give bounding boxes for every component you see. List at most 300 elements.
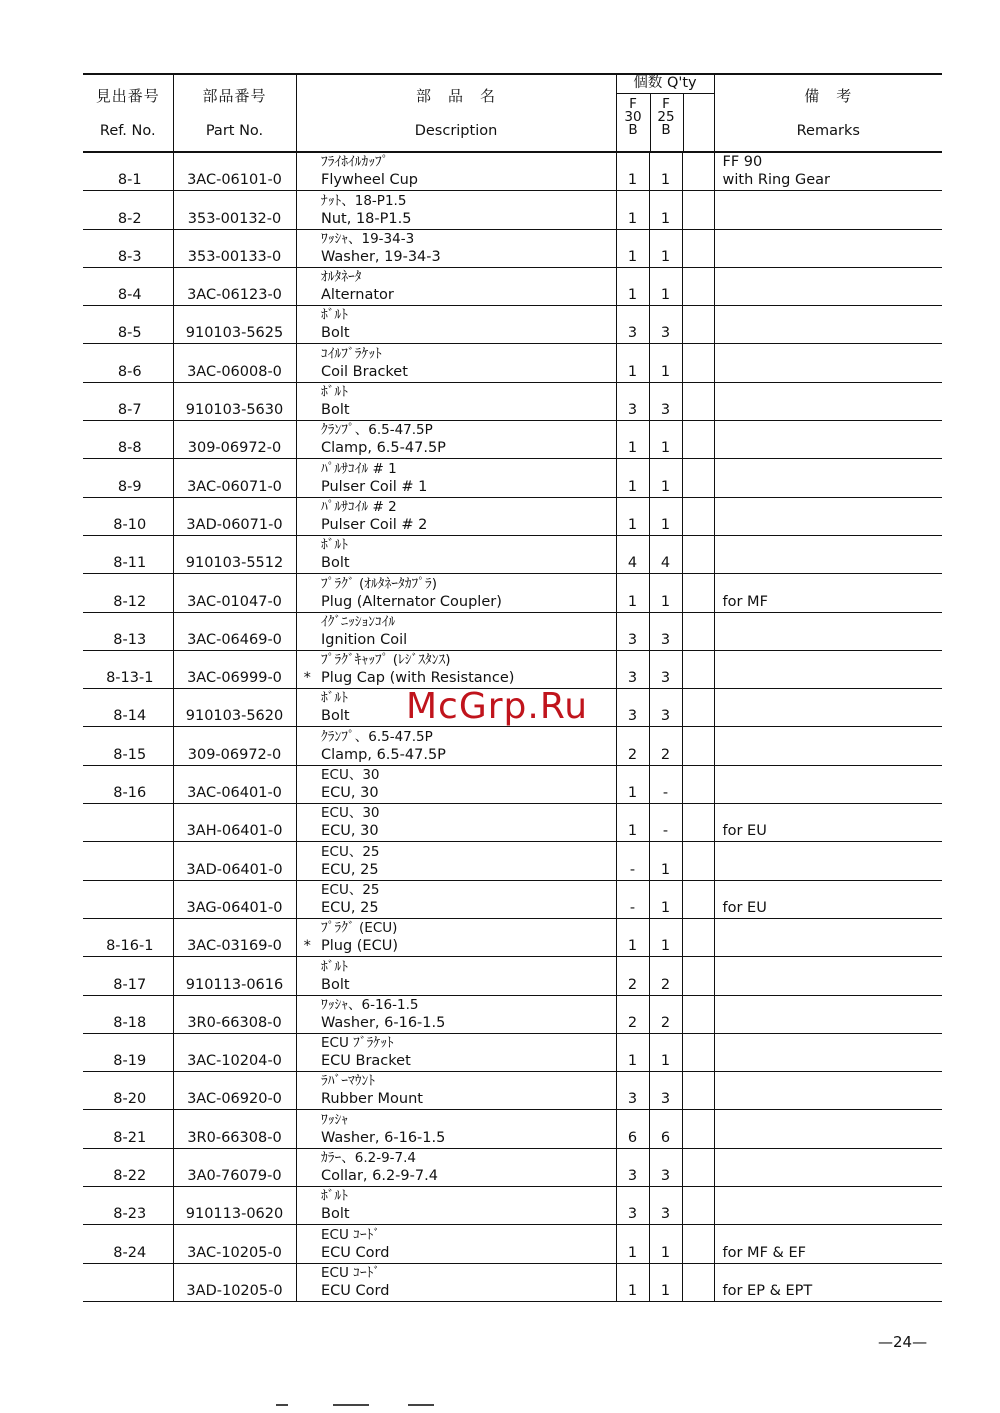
table-row [83, 1187, 942, 1225]
cell-description [318, 957, 616, 995]
cell-description [318, 267, 616, 305]
description-ja: ｺｲﾙﾌﾞﾗｹｯﾄ [321, 345, 382, 362]
cell-remarks [714, 612, 942, 650]
cell-remarks [714, 344, 942, 382]
description-ja: ｸﾗﾝﾌﾟ、6.5-47.5P [321, 728, 433, 745]
cell-qty-f25b: 1 [649, 152, 682, 191]
cell-ref: 8-16 [83, 765, 173, 803]
cell-remarks [714, 880, 942, 918]
header-desc [296, 73, 616, 152]
cell-qty-blank [682, 957, 714, 995]
cell-remarks [714, 842, 942, 880]
cell-qty-blank [682, 1148, 714, 1186]
remarks-line-2: for EU [722, 899, 767, 916]
cell-qty-blank [682, 152, 714, 191]
cell-description [318, 229, 616, 267]
table-row [83, 995, 942, 1033]
cell-qty-f30b: 1 [616, 918, 649, 956]
cell-qty-f30b: 6 [616, 1110, 649, 1148]
cell-remarks [714, 727, 942, 765]
scan-mark [276, 1404, 288, 1406]
cell-part-no: 910113-0616 [173, 957, 296, 995]
cell-qty-f30b: 4 [616, 535, 649, 573]
description-ja: ﾎﾞﾙﾄ [321, 307, 348, 324]
description-en: ECU, 25 [321, 899, 379, 916]
remarks-line-2: for EP & EPT [722, 1282, 813, 1299]
description-en: Pulser Coil # 2 [321, 516, 428, 533]
description-ja: ｸﾗﾝﾌﾟ、6.5-47.5P [321, 422, 433, 439]
cell-mark [296, 1072, 318, 1110]
table-row [83, 957, 942, 995]
table-row [83, 612, 942, 650]
cell-qty-f25b: 1 [649, 421, 682, 459]
description-ja: ECU、25 [321, 881, 380, 898]
cell-part-no: 910113-0620 [173, 1187, 296, 1225]
header-qty-title: 個数 Q'ty [617, 73, 714, 94]
cell-qty-f30b: 1 [616, 1033, 649, 1071]
description-en: Coil Bracket [321, 363, 408, 380]
cell-description [318, 1110, 616, 1148]
cell-description [318, 1187, 616, 1225]
cell-qty-blank [682, 306, 714, 344]
description-en: ECU, 25 [321, 861, 379, 878]
cell-description [318, 191, 616, 229]
description-ja: ﾗﾊﾞｰﾏｳﾝﾄ [321, 1073, 375, 1090]
header-desc-ja: 部 品 名 [415, 87, 496, 105]
description-ja: ﾎﾞﾙﾄ [321, 537, 348, 554]
cell-qty-f30b: 3 [616, 689, 649, 727]
cell-qty-f25b: 1 [649, 267, 682, 305]
cell-remarks [714, 995, 942, 1033]
table-header-row [83, 73, 942, 152]
cell-ref: 8-15 [83, 727, 173, 765]
cell-qty-blank [682, 421, 714, 459]
description-en: ECU, 30 [321, 785, 379, 802]
cell-ref: 8-5 [83, 306, 173, 344]
description-ja: ｶﾗｰ、6.2-9-7.4 [321, 1150, 417, 1167]
cell-remarks [714, 650, 942, 688]
cell-mark [296, 535, 318, 573]
cell-mark [296, 152, 318, 191]
header-ref [83, 73, 173, 152]
cell-qty-blank [682, 765, 714, 803]
cell-remarks [714, 1187, 942, 1225]
description-en: Bolt [321, 402, 350, 419]
cell-qty-f25b: 6 [649, 1110, 682, 1148]
cell-remarks [714, 459, 942, 497]
cell-qty-f25b: 1 [649, 918, 682, 956]
description-en: ECU Bracket [321, 1053, 411, 1070]
description-en: Washer, 19-34-3 [321, 248, 441, 265]
description-ja: ｵﾙﾀﾈｰﾀ [321, 269, 362, 286]
cell-mark [296, 995, 318, 1033]
cell-part-no: 3AC-06123-0 [173, 267, 296, 305]
cell-qty-f30b: 1 [616, 421, 649, 459]
cell-mark [296, 574, 318, 612]
cell-remarks [714, 229, 942, 267]
description-ja: ﾊﾟﾙｻｺｲﾙ # 2 [321, 498, 397, 515]
cell-qty-blank [682, 1225, 714, 1263]
cell-qty-f30b: 3 [616, 382, 649, 420]
cell-qty-f25b: 3 [649, 306, 682, 344]
cell-description [318, 804, 616, 842]
cell-part-no: 3AD-06401-0 [173, 842, 296, 880]
header-qty-f25b: F 25 B [650, 94, 684, 151]
cell-qty-blank [682, 612, 714, 650]
description-ja: ﾜｯｼｬ [321, 1111, 348, 1128]
cell-mark [296, 880, 318, 918]
cell-qty-f25b: 1 [649, 574, 682, 612]
cell-qty-f30b: - [616, 880, 649, 918]
cell-qty-blank [682, 191, 714, 229]
cell-remarks [714, 1110, 942, 1148]
cell-qty-f25b: 1 [649, 842, 682, 880]
cell-qty-f25b: 2 [649, 727, 682, 765]
cell-qty-blank [682, 689, 714, 727]
cell-mark [296, 382, 318, 420]
table-row [83, 765, 942, 803]
remarks-line-2: with Ring Gear [722, 172, 830, 189]
cell-part-no: 3AG-06401-0 [173, 880, 296, 918]
cell-qty-blank [682, 727, 714, 765]
cell-ref [83, 880, 173, 918]
header-qty-f30b: F 30 B [617, 94, 651, 151]
header-remarks-en: Remarks [796, 123, 860, 139]
table-row [83, 1225, 942, 1263]
cell-qty-f30b: 3 [616, 1187, 649, 1225]
table-row [83, 880, 942, 918]
cell-qty-f25b: 3 [649, 689, 682, 727]
cell-ref: 8-8 [83, 421, 173, 459]
description-ja: ﾌﾟﾗｸﾞ (ｵﾙﾀﾈｰﾀｶﾌﾟﾗ) [321, 575, 438, 592]
cell-qty-f25b: 1 [649, 1033, 682, 1071]
scan-mark [333, 1404, 369, 1406]
description-en: Clamp, 6.5-47.5P [321, 440, 446, 457]
cell-part-no: 3AC-06071-0 [173, 459, 296, 497]
cell-mark [296, 421, 318, 459]
cell-remarks [714, 267, 942, 305]
cell-part-no: 309-06972-0 [173, 727, 296, 765]
cell-remarks [714, 1263, 942, 1301]
cell-ref: 8-21 [83, 1110, 173, 1148]
cell-mark [296, 689, 318, 727]
description-en: Collar, 6.2-9-7.4 [321, 1168, 438, 1185]
cell-part-no: 3AC-06101-0 [173, 152, 296, 191]
cell-mark [296, 842, 318, 880]
header-remarks [714, 73, 942, 152]
cell-part-no: 3AC-06469-0 [173, 612, 296, 650]
cell-ref [83, 804, 173, 842]
cell-ref: 8-7 [83, 382, 173, 420]
cell-description [318, 1033, 616, 1071]
cell-qty-f30b: 3 [616, 1072, 649, 1110]
table-row [83, 191, 942, 229]
cell-ref: 8-14 [83, 689, 173, 727]
cell-part-no: 3AC-06008-0 [173, 344, 296, 382]
description-en: ECU Cord [321, 1244, 390, 1261]
cell-qty-f25b: 3 [649, 382, 682, 420]
cell-ref: 8-1 [83, 152, 173, 191]
header-ref-en: Ref. No. [99, 123, 156, 139]
cell-description [318, 382, 616, 420]
remarks-line-2: for MF [722, 593, 768, 610]
cell-ref: 8-20 [83, 1072, 173, 1110]
description-en: Bolt [321, 976, 350, 993]
cell-qty-f30b: 2 [616, 727, 649, 765]
cell-ref: 8-13-1 [83, 650, 173, 688]
description-ja: ECU ﾌﾞﾗｹｯﾄ [321, 1035, 394, 1052]
header-desc-en: Description [414, 123, 498, 139]
cell-part-no: 3AC-10204-0 [173, 1033, 296, 1071]
cell-part-no: 3AH-06401-0 [173, 804, 296, 842]
cell-ref: 8-11 [83, 535, 173, 573]
description-en: Washer, 6-16-1.5 [321, 1129, 446, 1146]
remarks-line-1: FF 90 [722, 154, 763, 171]
table-row [83, 267, 942, 305]
cell-ref [83, 1263, 173, 1301]
cell-remarks [714, 191, 942, 229]
cell-qty-f25b: 1 [649, 1225, 682, 1263]
remarks-line-2: for EU [722, 823, 767, 840]
table-row [83, 1072, 942, 1110]
cell-qty-blank [682, 1072, 714, 1110]
cell-description [318, 918, 616, 956]
cell-remarks [714, 689, 942, 727]
description-ja: ﾎﾞﾙﾄ [321, 690, 348, 707]
cell-mark [296, 1110, 318, 1148]
description-en: Clamp, 6.5-47.5P [321, 746, 446, 763]
cell-mark [296, 1225, 318, 1263]
cell-qty-blank [682, 497, 714, 535]
cell-qty-f30b: 1 [616, 229, 649, 267]
cell-qty-blank [682, 995, 714, 1033]
cell-remarks [714, 1148, 942, 1186]
cell-qty-f25b: - [649, 765, 682, 803]
table-row [83, 152, 942, 191]
cell-remarks [714, 535, 942, 573]
description-ja: ﾎﾞﾙﾄ [321, 1188, 348, 1205]
description-en: Rubber Mount [321, 1091, 423, 1108]
description-en: Washer, 6-16-1.5 [321, 1014, 446, 1031]
cell-qty-blank [682, 267, 714, 305]
cell-qty-blank [682, 1187, 714, 1225]
description-ja: ﾌﾗｲﾎｲﾙｶｯﾌﾟ [321, 154, 389, 171]
cell-description [318, 612, 616, 650]
cell-ref [83, 842, 173, 880]
header-part-en: Part No. [205, 123, 264, 139]
scan-mark [408, 1404, 434, 1406]
cell-remarks [714, 957, 942, 995]
description-ja: ﾜｯｼｬ、19-34-3 [321, 230, 415, 247]
cell-ref: 8-9 [83, 459, 173, 497]
cell-description [318, 306, 616, 344]
cell-ref: 8-18 [83, 995, 173, 1033]
cell-description [318, 421, 616, 459]
cell-qty-f30b: 3 [616, 650, 649, 688]
cell-qty-f30b: 1 [616, 459, 649, 497]
table-row [83, 497, 942, 535]
cell-qty-f30b: 1 [616, 1263, 649, 1301]
cell-qty-f25b: 1 [649, 191, 682, 229]
cell-ref: 8-23 [83, 1187, 173, 1225]
table-row [83, 727, 942, 765]
cell-ref: 8-24 [83, 1225, 173, 1263]
cell-qty-blank [682, 535, 714, 573]
description-ja: ECU ｺｰﾄﾞ [321, 1264, 381, 1281]
table-row [83, 1110, 942, 1148]
cell-mark: * [296, 650, 318, 688]
cell-qty-f30b: 1 [616, 765, 649, 803]
table-row [83, 535, 942, 573]
cell-description [318, 152, 616, 191]
cell-remarks [714, 382, 942, 420]
cell-part-no: 353-00132-0 [173, 191, 296, 229]
description-ja: ﾎﾞﾙﾄ [321, 958, 348, 975]
cell-part-no: 910103-5512 [173, 535, 296, 573]
cell-part-no: 353-00133-0 [173, 229, 296, 267]
cell-mark: * [296, 918, 318, 956]
cell-mark [296, 957, 318, 995]
cell-qty-f25b: 1 [649, 880, 682, 918]
description-en: Bolt [321, 555, 350, 572]
cell-qty-f30b: 1 [616, 191, 649, 229]
cell-mark [296, 344, 318, 382]
cell-description [318, 1263, 616, 1301]
table-row [83, 574, 942, 612]
cell-qty-f30b: 3 [616, 306, 649, 344]
cell-description [318, 650, 616, 688]
description-en: Alternator [321, 287, 394, 304]
table-row [83, 1148, 942, 1186]
cell-part-no: 3R0-66308-0 [173, 1110, 296, 1148]
table-row [83, 650, 942, 688]
cell-part-no: 910103-5630 [173, 382, 296, 420]
cell-qty-blank [682, 574, 714, 612]
cell-ref: 8-19 [83, 1033, 173, 1071]
cell-mark [296, 229, 318, 267]
cell-ref: 8-22 [83, 1148, 173, 1186]
table-row [83, 306, 942, 344]
cell-remarks [714, 152, 942, 191]
cell-mark [296, 1187, 318, 1225]
cell-part-no: 3AC-10205-0 [173, 1225, 296, 1263]
cell-description [318, 497, 616, 535]
table-row [83, 229, 942, 267]
cell-qty-f30b: 2 [616, 995, 649, 1033]
description-ja: ECU、25 [321, 843, 380, 860]
description-ja: ﾌﾟﾗｸﾞｷｬｯﾌﾟ (ﾚｼﾞｽﾀﾝｽ) [321, 652, 451, 669]
cell-qty-blank [682, 344, 714, 382]
cell-remarks [714, 918, 942, 956]
table-row [83, 1263, 942, 1301]
watermark: McGrp.Ru [406, 686, 589, 727]
cell-remarks [714, 421, 942, 459]
cell-qty-f25b: 3 [649, 1072, 682, 1110]
cell-qty-f25b: 2 [649, 995, 682, 1033]
cell-remarks [714, 306, 942, 344]
description-ja: ｲｸﾞﾆｯｼｮﾝｺｲﾙ [321, 613, 396, 630]
cell-qty-blank [682, 459, 714, 497]
table-row [83, 344, 942, 382]
cell-mark [296, 1148, 318, 1186]
cell-ref: 8-17 [83, 957, 173, 995]
cell-ref: 8-3 [83, 229, 173, 267]
description-ja: ﾊﾟﾙｻｺｲﾙ # 1 [321, 460, 397, 477]
cell-mark [296, 612, 318, 650]
cell-qty-f25b: 1 [649, 459, 682, 497]
cell-ref: 8-12 [83, 574, 173, 612]
cell-part-no: 3AD-10205-0 [173, 1263, 296, 1301]
cell-qty-f25b: 4 [649, 535, 682, 573]
cell-description [318, 459, 616, 497]
cell-qty-f25b: 1 [649, 1263, 682, 1301]
cell-mark [296, 727, 318, 765]
cell-qty-f30b: - [616, 842, 649, 880]
description-ja: ﾎﾞﾙﾄ [321, 384, 348, 401]
cell-part-no: 3R0-66308-0 [173, 995, 296, 1033]
cell-remarks [714, 804, 942, 842]
cell-description [318, 1072, 616, 1110]
cell-part-no: 3AC-01047-0 [173, 574, 296, 612]
cell-part-no: 3AC-03169-0 [173, 918, 296, 956]
cell-part-no: 910103-5620 [173, 689, 296, 727]
description-en: Bolt [321, 325, 350, 342]
cell-qty-blank [682, 918, 714, 956]
cell-qty-f25b: 3 [649, 1187, 682, 1225]
cell-ref: 8-4 [83, 267, 173, 305]
cell-qty-f25b: - [649, 804, 682, 842]
header-remarks-ja: 備 考 [804, 87, 853, 105]
description-ja: ﾌﾟﾗｸﾞ (ECU) [321, 920, 398, 937]
description-en: Ignition Coil [321, 631, 408, 648]
cell-ref: 8-10 [83, 497, 173, 535]
cell-part-no: 3AC-06401-0 [173, 765, 296, 803]
description-en: ECU, 30 [321, 823, 379, 840]
cell-qty-f25b: 3 [649, 1148, 682, 1186]
cell-mark [296, 306, 318, 344]
cell-qty-f30b: 1 [616, 1225, 649, 1263]
cell-part-no: 3AC-06920-0 [173, 1072, 296, 1110]
cell-qty-f25b: 1 [649, 344, 682, 382]
cell-qty-f30b: 1 [616, 267, 649, 305]
remarks-line-2: for MF & EF [722, 1244, 806, 1261]
cell-qty-f30b: 1 [616, 344, 649, 382]
cell-part-no: 3A0-76079-0 [173, 1148, 296, 1186]
cell-ref: 8-13 [83, 612, 173, 650]
cell-description [318, 1148, 616, 1186]
cell-remarks [714, 765, 942, 803]
description-en: Flywheel Cup [321, 172, 418, 189]
cell-qty-blank [682, 382, 714, 420]
table-row [83, 459, 942, 497]
cell-ref: 8-6 [83, 344, 173, 382]
table-row [83, 382, 942, 420]
cell-qty-blank [682, 880, 714, 918]
cell-ref: 8-16-1 [83, 918, 173, 956]
cell-remarks [714, 1225, 942, 1263]
page-number: —24— [878, 1333, 928, 1351]
cell-qty-f30b: 1 [616, 497, 649, 535]
cell-part-no: 3AD-06071-0 [173, 497, 296, 535]
cell-qty-blank [682, 1033, 714, 1071]
cell-qty-f30b: 3 [616, 612, 649, 650]
cell-qty-f30b: 1 [616, 804, 649, 842]
cell-part-no: 3AC-06999-0 [173, 650, 296, 688]
table-row [83, 1033, 942, 1071]
cell-description [318, 1225, 616, 1263]
cell-mark [296, 267, 318, 305]
header-part [173, 73, 296, 152]
